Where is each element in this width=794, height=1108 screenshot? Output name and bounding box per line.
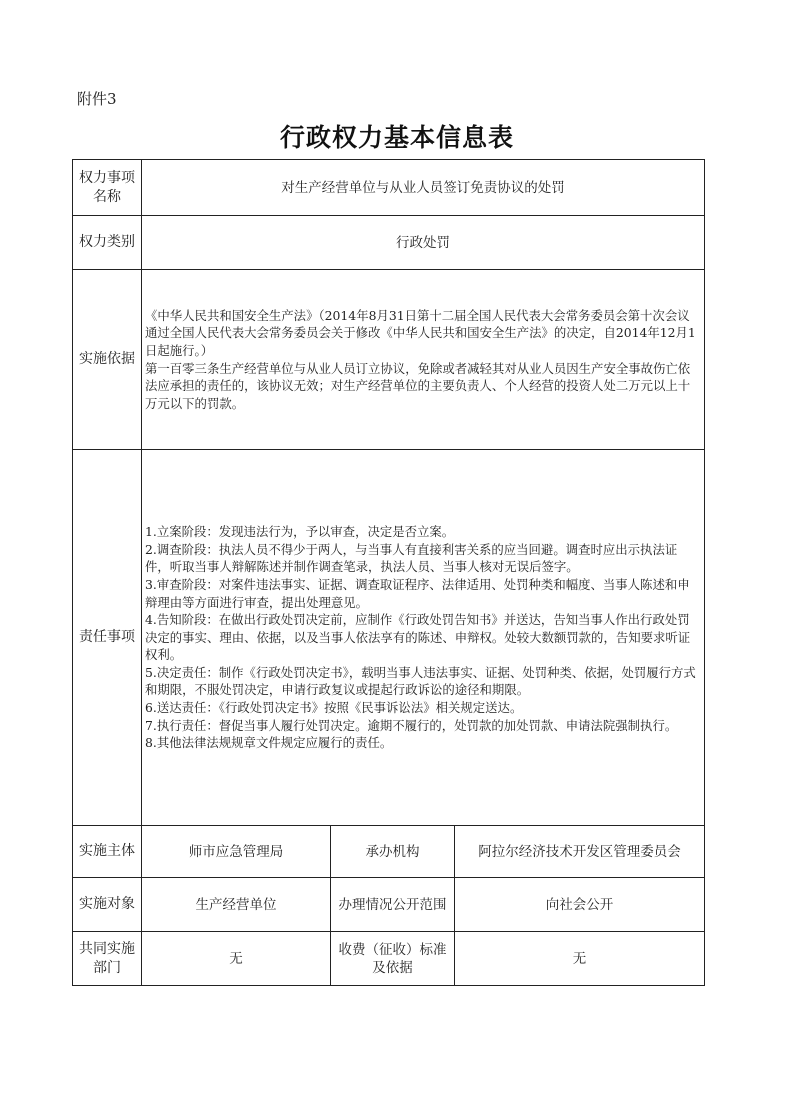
row-power-category (73, 216, 705, 270)
responsibility-item: 1.立案阶段：发现违法行为，予以审查，决定是否立案。 (145, 524, 455, 540)
power-name-value: 对生产经营单位与从业人员签订免责协议的处罚 (142, 160, 705, 216)
attachment-label: 附件3 (77, 90, 117, 108)
power-category-value: 行政处罚 (142, 216, 705, 270)
handling-org-value: 阿拉尔经济技术开发区管理委员会 (455, 826, 705, 878)
power-category-label: 权力类别 (73, 216, 142, 270)
responsibilities-value (142, 450, 705, 826)
responsibility-item: 4.告知阶段：在做出行政处罚决定前，应制作《行政处罚告知书》并送达，告知当事人作出行政处罚决定的事实、理由、依据，以及当事人依法享有的陈述、申辩权。处较大数额罚款的，告知要求听证权利。 (145, 612, 691, 663)
row-target (73, 878, 705, 932)
info-table (72, 159, 705, 986)
implementing-body-label: 实施主体 (73, 826, 142, 878)
row-implementing-body (73, 826, 705, 878)
joint-dept-value: 无 (142, 932, 331, 986)
fee-label: 收费（征收）标准及依据 (331, 932, 455, 986)
row-responsibilities (73, 450, 705, 826)
responsibilities-label: 责任事项 (73, 450, 142, 826)
power-name-label: 权力事项名称 (73, 160, 142, 216)
target-label: 实施对象 (73, 878, 142, 932)
target-value: 生产经营单位 (142, 878, 331, 932)
handling-org-label: 承办机构 (331, 826, 455, 878)
row-power-name (73, 160, 705, 216)
fee-value: 无 (455, 932, 705, 986)
responsibility-item: 2.调查阶段：执法人员不得少于两人，与当事人有直接利害关系的应当回避。调查时应出示执法证件，听取当事人辩解陈述并制作调查笔录，执法人员、当事人核对无误后签字。 (145, 541, 678, 575)
joint-dept-label: 共同实施部门 (73, 932, 142, 986)
disclosure-label: 办理情况公开范围 (331, 878, 455, 932)
responsibility-item: 7.执行责任：督促当事人履行处罚决定。逾期不履行的，处罚款的加处罚款、申请法院强制执行。 (145, 717, 678, 733)
legal-basis-value (142, 270, 705, 450)
document-title: 行政权力基本信息表 (279, 123, 514, 152)
legal-basis-paragraph: 《中华人民共和国安全生产法》（2014年8月31日第十二届全国人民代表大会常务委员会第十次会议通过全国人民代表大会常务委员会关于修改《中华人民共和国安全生产法》的决定，自2014年12月1日起施行。） (145, 307, 696, 358)
disclosure-value: 向社会公开 (455, 878, 705, 932)
responsibility-item: 6.送达责任：《行政处罚决定书》按照《民事诉讼法》相关规定送达。 (145, 700, 523, 716)
responsibility-item: 3.审查阶段：对案件违法事实、证据、调查取证程序、法律适用、处罚种类和幅度、当事人陈述和申辩理由等方面进行审查，提出处理意见。 (145, 576, 690, 610)
implementing-body-value: 师市应急管理局 (142, 826, 331, 878)
legal-basis-label: 实施依据 (73, 270, 142, 450)
legal-basis-paragraph: 第一百零三条生产经营单位与从业人员订立协议，免除或者减轻其对从业人员因生产安全事故伤亡依法应承担的责任的，该协议无效；对生产经营单位的主要负责人、个人经营的投资人处二万元以上十万元以下的罚款。 (145, 360, 691, 411)
row-legal-basis (73, 270, 705, 450)
row-joint (73, 932, 705, 986)
responsibility-item: 5.决定责任：制作《行政处罚决定书》，载明当事人违法事实、证据、处罚种类、依据，处罚履行方式和期限，不服处罚决定，申请行政复议或提起行政诉讼的途径和期限。 (145, 664, 696, 698)
responsibility-item: 8.其他法律法规规章文件规定应履行的责任。 (145, 735, 393, 751)
